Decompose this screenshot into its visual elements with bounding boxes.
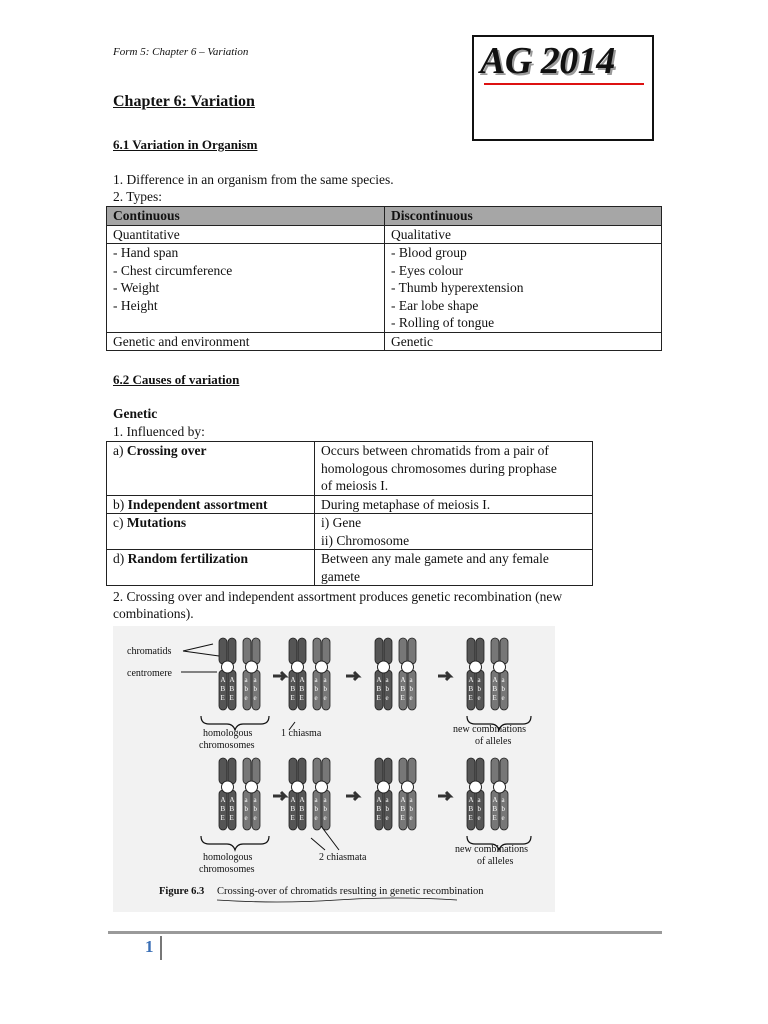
chromatid [243,758,251,830]
table-cell [107,442,315,496]
allele-letter: A [492,676,498,684]
arrow-icon [438,672,450,680]
table-cell: Quantitative [107,225,385,244]
allele-letter: b [409,685,413,693]
allele-letter: A [299,676,305,684]
allele-letter: a [253,676,257,684]
chromatid [298,758,306,830]
row-term: Mutations [126,515,187,530]
allele-letter: E [220,814,225,822]
row-term: Independent assortment [127,496,268,512]
text-line: combinations). [113,606,194,621]
allele-letter: A [220,676,226,684]
chromatid [500,758,508,830]
table-row [107,442,593,496]
table-cell [315,495,593,514]
chromatid [289,758,297,830]
text-line: 2. Crossing over and independent assortment produces genetic recombination (new [113,589,563,604]
allele-letter: e [244,814,248,822]
allele-letter: A [229,796,235,804]
desc-line: gamete [321,568,360,584]
centromere [378,781,390,793]
allele-letter: a [244,676,248,684]
table-cell [107,495,315,514]
table-cell [315,442,593,496]
chromatid [491,638,499,710]
table-cell [315,514,593,550]
table-row [107,244,662,333]
allele-letter: A [290,796,296,804]
subheading-genetic: Genetic [113,406,158,421]
chromatid [467,638,475,710]
allele-letter: A [400,796,406,804]
chromatid [289,638,297,710]
arrow-icon [273,672,285,680]
allele-letter: A [299,796,305,804]
table-header: Discontinuous [385,207,662,226]
chromatid [219,638,227,710]
label-chromosomes: chromosomes [199,740,255,751]
allele-letter: E [229,814,234,822]
label-chromatids: chromatids [127,646,172,657]
row-prefix: a) [113,443,127,458]
page-number: 1 [145,937,154,956]
chromatid [384,758,392,830]
label-chiasmata: 2 chiasmata [319,852,367,863]
allele-letter: A [220,796,226,804]
allele-letter: B [229,805,235,813]
label-homologous: homologous [203,728,253,739]
allele-letter: e [409,694,413,702]
allele-letter: e [409,814,413,822]
chapter-title: Chapter 6: Variation [113,93,255,110]
text-line: 2. Types: [113,189,163,204]
centromere [316,781,328,793]
pointer-line [321,826,339,850]
allele-letter: B [400,685,406,693]
allele-letter: a [409,676,413,684]
allele-letter: B [492,685,498,693]
allele-letter: b [477,685,481,693]
allele-letter: a [501,676,505,684]
centromere [246,661,258,673]
continuous-examples-cell [107,244,385,333]
arrow-icon [273,792,285,800]
allele-letter: b [385,685,389,693]
desc-line: Occurs between chromatids from a pair of [321,443,549,458]
allele-letter: B [290,685,296,693]
allele-letter: E [400,814,405,822]
allele-letter: a [323,796,327,804]
allele-letter: a [253,796,257,804]
allele-letter: e [477,814,481,822]
allele-letter: A [468,676,474,684]
figure-crossing-over [113,626,555,912]
allele-letter: E [290,694,295,702]
caption-underline [217,898,457,902]
table-cell: Genetic and environment [107,332,385,351]
allele-letter: B [400,805,406,813]
allele-letter: b [314,805,318,813]
figure-caption-number: Figure 6.3 [159,886,205,897]
allele-letter: b [501,685,505,693]
table-cell [315,550,593,586]
allele-letter: B [468,685,474,693]
allele-letter: E [220,694,225,702]
desc-line: of meiosis I. [321,478,389,493]
centromere [222,661,234,673]
allele-letter: b [323,685,327,693]
allele-letter: b [244,685,248,693]
allele-letter: B [492,805,498,813]
list-item: - Eyes colour [391,262,463,278]
list-item: - Weight [113,280,160,295]
table-header: Continuous [107,207,385,226]
arrow-icon [438,792,450,800]
allele-letter: b [409,805,413,813]
chromatid [228,638,236,710]
allele-letter: e [385,814,389,822]
logo-box [472,35,654,141]
label-chiasma: 1 chiasma [281,728,322,739]
allele-letter: a [477,676,481,684]
allele-letter: a [314,796,318,804]
centromere [402,661,414,673]
chromatid [467,758,475,830]
allele-letter: A [290,676,296,684]
chromatid [476,638,484,710]
label-new-combinations: new combinations [453,724,527,735]
centromere [292,781,304,793]
allele-letter: e [323,694,327,702]
text-line: 1. Influenced by: [113,424,205,439]
ag-logo: AG 2014 [480,40,615,82]
centromere [316,661,328,673]
allele-letter: e [244,694,248,702]
chromatid [228,758,236,830]
pointer-line [311,838,325,850]
allele-letter: a [323,676,327,684]
allele-letter: a [501,796,505,804]
header-note: Form 5: Chapter 6 – Variation [113,46,249,58]
allele-letter: e [477,694,481,702]
allele-letter: B [299,685,305,693]
centromere [402,781,414,793]
allele-letter: E [492,814,497,822]
desc-line: Between any male gamete and any female [321,551,549,566]
table-cell [107,550,315,586]
label-chromosomes: chromosomes [199,864,255,875]
label-homologous: homologous [203,852,253,863]
centromere [246,781,258,793]
allele-letter: B [220,805,226,813]
table-row [107,514,593,550]
allele-letter: E [376,814,381,822]
centromere [222,781,234,793]
centromere [494,781,506,793]
chromatid [491,758,499,830]
allele-letter: a [477,796,481,804]
table-row [107,225,662,244]
arrow-icon [346,672,358,680]
chromatid [476,758,484,830]
footer-rule [108,931,662,934]
chromatid [384,638,392,710]
table-row [107,332,662,351]
label-of-alleles: of alleles [477,856,514,867]
allele-letter: b [323,805,327,813]
list-item: - Blood group [391,245,467,260]
discontinuous-examples-cell [385,244,662,333]
allele-letter: B [229,685,235,693]
chromatid [219,758,227,830]
centromere [292,661,304,673]
chromatid [408,638,416,710]
list-item: - Chest circumference [113,262,233,278]
allele-letter: a [385,676,389,684]
row-prefix: d) [113,551,128,566]
chromatid [252,638,260,710]
label-of-alleles: of alleles [475,736,512,747]
allele-letter: A [400,676,406,684]
chromatid [500,638,508,710]
allele-letter: E [468,814,473,822]
allele-letter: b [477,805,481,813]
allele-letter: A [376,796,382,804]
table-row [107,550,593,586]
allele-letter: E [468,694,473,702]
label-new-combinations: new combinations [455,844,529,855]
pointer-line [183,644,213,651]
allele-letter: B [376,685,382,693]
allele-letter: A [229,676,235,684]
list-item: - Hand span [113,245,179,260]
allele-letter: a [244,796,248,804]
brace [201,836,269,850]
allele-letter: e [314,814,318,822]
list-item: - Thumb hyperextension [391,280,524,295]
allele-letter: b [253,685,257,693]
causes-table [106,441,593,586]
allele-letter: e [501,694,505,702]
allele-letter: b [385,805,389,813]
allele-letter: b [501,805,505,813]
desc-line: homologous chromosomes during prophase [321,460,557,476]
chromatid [298,638,306,710]
chromatid [322,638,330,710]
allele-letter: B [290,805,296,813]
pointer-line [183,651,219,656]
allele-letter: B [220,685,226,693]
allele-letter: A [468,796,474,804]
chromatid [243,638,251,710]
table-cell: Qualitative [385,225,662,244]
chromatid [375,758,383,830]
list-item: - Height [113,297,158,313]
list-item: - Rolling of tongue [391,315,495,330]
allele-letter: e [501,814,505,822]
allele-letter: b [253,805,257,813]
chromatid [399,758,407,830]
allele-letter: e [314,694,318,702]
desc-line: During metaphase of meiosis I. [321,496,491,512]
allele-letter: E [299,694,304,702]
allele-letter: E [299,814,304,822]
row-prefix: b) [113,496,128,512]
arrow-icon [346,792,358,800]
centromere [494,661,506,673]
allele-letter: e [253,694,257,702]
section-title-6-1: 6.1 Variation in Organism [113,137,258,152]
centromere [470,661,482,673]
allele-letter: b [244,805,248,813]
figure-caption-text: Crossing-over of chromatids resulting in genetic recombination [217,886,484,897]
chromatid [375,638,383,710]
crossing-over-diagram [113,626,555,912]
allele-letter: e [385,694,389,702]
allele-letter: B [468,805,474,813]
allele-letter: B [299,805,305,813]
variation-types-table [106,206,662,351]
section-title-6-2: 6.2 Causes of variation [113,372,240,387]
row-term: Random fertilization [127,551,248,566]
allele-letter: b [314,685,318,693]
centromere [378,661,390,673]
chromatid [252,758,260,830]
chromatid [399,638,407,710]
chromatid [408,758,416,830]
row-prefix: c) [113,515,127,530]
row-term: Crossing over [126,443,207,458]
chromatid [313,638,321,710]
allele-letter: A [376,676,382,684]
page-separator [160,936,162,960]
chromatid [313,758,321,830]
chromatid [322,758,330,830]
allele-letter: E [229,694,234,702]
allele-letter: E [492,694,497,702]
allele-letter: e [253,814,257,822]
table-row [107,495,593,514]
label-centromere: centromere [127,668,172,679]
allele-letter: a [385,796,389,804]
allele-letter: E [290,814,295,822]
allele-letter: e [323,814,327,822]
allele-letter: E [400,694,405,702]
desc-line: i) Gene [321,515,362,530]
allele-letter: A [492,796,498,804]
text-line: 1. Difference in an organism from the same species. [113,172,394,187]
allele-letter: a [314,676,318,684]
centromere [470,781,482,793]
table-cell: Genetic [385,332,662,351]
allele-letter: a [409,796,413,804]
desc-line: ii) Chromosome [321,532,410,548]
list-item: - Ear lobe shape [391,297,479,313]
logo-underline [484,83,644,85]
table-header-row [107,207,662,226]
table-cell [107,514,315,550]
allele-letter: B [376,805,382,813]
allele-letter: E [376,694,381,702]
